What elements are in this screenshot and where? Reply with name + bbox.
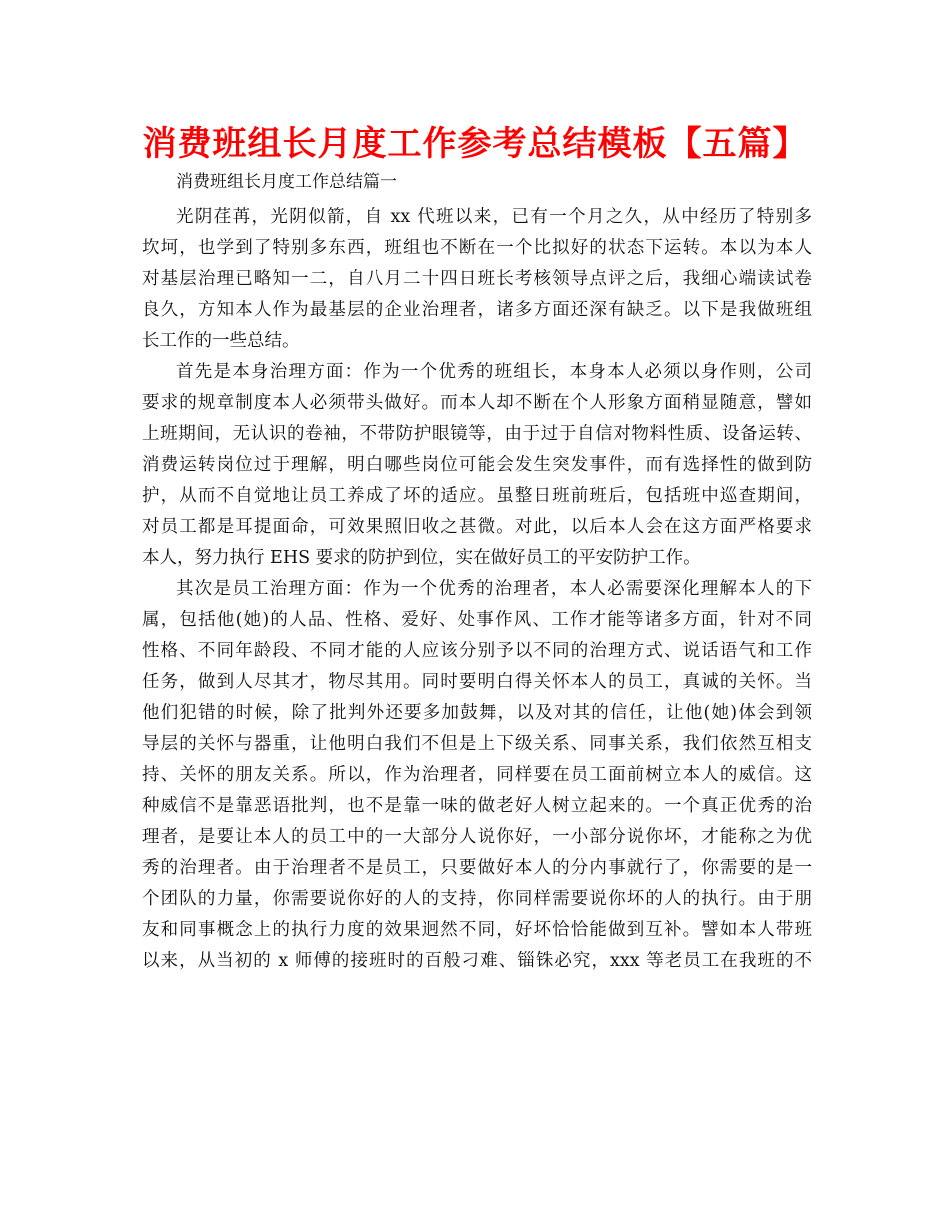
text-line: 本人，努力执行 EHS 要求的防护到位，实在做好员工的平安防护工作。 [142, 548, 701, 568]
text-line: 友和同事概念上的执行力度的效果迥然不同，好坏恰恰能做到互补。譬如本人带班 [142, 920, 812, 940]
text-line: 持、关怀的朋友关系。所以，作为治理者，同样要在员工面前树立本人的威信。这 [142, 765, 812, 785]
text-line: 导层的关怀与器重，让他明白我们不但是上下级关系、同事关系，我们依然互相支 [142, 734, 812, 754]
text-line: 长工作的一些总结。 [142, 331, 300, 351]
text-line: 秀的治理者。由于治理者不是员工，只要做好本人的分内事就行了，你需要的是一 [142, 858, 812, 878]
text-line: 首先是本身治理方面：作为一个优秀的班组长，本身本人必须以身作则，公司 [176, 362, 812, 382]
text-line: 良久，方知本人作为最基层的企业治理者，诸多方面还深有缺乏。以下是我做班组 [142, 300, 812, 320]
text-line: 坎坷，也学到了特别多东西，班组也不断在一个比拟好的状态下运转。本以为本人 [142, 238, 812, 258]
text-line: 护，从而不自觉地让员工养成了坏的适应。虽整日班前班后，包括班中巡查期间， [142, 486, 812, 506]
section-heading: 消费班组长月度工作总结篇一 [176, 172, 397, 192]
text-line: 以来，从当初的 x 师傅的接班时的百般刁难、锱铢必究，xxx 等老员工在我班的不 [142, 951, 812, 971]
text-line: 他们犯错的时候，除了批判外还要多加鼓舞，以及对其的信任，让他(她)体会到领 [142, 703, 812, 723]
document-title: 消费班组长月度工作参考总结模板【五篇】 [142, 124, 808, 164]
body-text [142, 202, 812, 977]
text-line: 属，包括他(她)的人品、性格、爱好、处事作风、工作才能等诸多方面，针对不同 [142, 610, 812, 630]
text-line: 消费运转岗位过于理解，明白哪些岗位可能会发生突发事件，而有选择性的做到防 [142, 455, 812, 475]
text-line: 任务，做到人尽其才，物尽其用。同时要明白得关怀本人的员工，真诚的关怀。当 [142, 672, 812, 692]
text-line: 种威信不是靠恶语批判，也不是靠一味的做老好人树立起来的。一个真正优秀的治 [142, 796, 812, 816]
text-line: 对基层治理已略知一二，自八月二十四日班长考核领导点评之后，我细心端读试卷 [142, 269, 812, 289]
text-line: 对员工都是耳提面命，可效果照旧收之甚微。对此，以后本人会在这方面严格要求 [142, 517, 812, 537]
text-line: 性格、不同年龄段、不同才能的人应该分别予以不同的治理方式、说话语气和工作 [142, 641, 812, 661]
text-line: 光阴荏苒，光阴似箭，自 xx 代班以来，已有一个月之久，从中经历了特别多 [176, 207, 812, 227]
text-line: 理者，是要让本人的员工中的一大部分人说你好，一小部分说你坏，才能称之为优 [142, 827, 812, 847]
text-line: 个团队的力量，你需要说你好的人的支持，你同样需要说你坏的人的执行。由于朋 [142, 889, 812, 909]
text-line: 其次是员工治理方面：作为一个优秀的治理者，本人必需要深化理解本人的下 [176, 579, 812, 599]
text-line: 上班期间，无认识的卷袖，不带防护眼镜等，由于过于自信对物料性质、设备运转、 [142, 424, 812, 444]
text-line: 要求的规章制度本人必须带头做好。而本人却不断在个人形象方面稍显随意，譬如 [142, 393, 812, 413]
